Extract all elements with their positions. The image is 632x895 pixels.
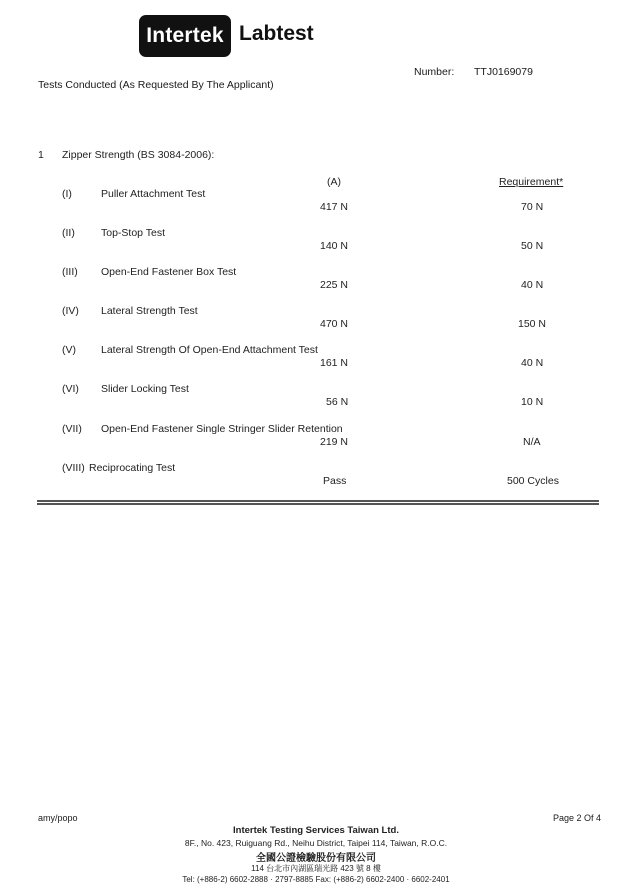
footer-company-zh: 全國公證檢驗股份有限公司 <box>256 853 376 864</box>
logo-word: Labtest <box>239 22 314 45</box>
test-result: Pass <box>323 475 347 487</box>
test-result: 219 N <box>320 436 349 448</box>
test-name: Top-Stop Test <box>101 227 166 239</box>
logo-text: Intertek <box>146 24 224 47</box>
footer-company: Intertek Testing Services Taiwan Ltd. <box>233 825 399 836</box>
test-requirement: 40 N <box>521 279 544 291</box>
test-requirement: N/A <box>523 436 541 448</box>
test-roman: (III) <box>62 266 78 278</box>
test-roman: (VII) <box>62 423 82 435</box>
test-requirement: 10 N <box>521 396 544 408</box>
number-label: Number: <box>414 66 455 78</box>
test-roman: (II) <box>62 227 75 239</box>
test-roman: (VIII) <box>62 462 85 474</box>
test-requirement: 70 N <box>521 201 544 213</box>
subtitle: Tests Conducted (As Requested By The Applicant) <box>38 79 274 91</box>
test-name: Lateral Strength Test <box>101 305 198 317</box>
test-requirement: 50 N <box>521 240 544 252</box>
column-a-header: (A) <box>327 176 341 188</box>
test-name: Reciprocating Test <box>89 462 176 474</box>
section-title: Zipper Strength (BS 3084-2006): <box>62 149 215 161</box>
test-name: Open-End Fastener Single Stringer Slider Retention <box>101 423 343 435</box>
footer-address-zh: 114 台北市內湖區瑞光路 423 號 8 樓 <box>251 864 381 873</box>
page-number: Page 2 Of 4 <box>553 813 602 823</box>
test-roman: (V) <box>62 344 76 356</box>
section-index: 1 <box>38 149 44 161</box>
test-result: 56 N <box>326 396 349 408</box>
test-result: 470 N <box>320 318 349 330</box>
test-roman: (VI) <box>62 383 79 395</box>
test-requirement: 500 Cycles <box>507 475 559 487</box>
divider-rule-top <box>37 500 599 502</box>
column-requirement-header: Requirement* <box>499 176 564 188</box>
test-roman: (I) <box>62 188 72 200</box>
test-result: 140 N <box>320 240 349 252</box>
intertek-logo <box>139 15 231 57</box>
test-roman: (IV) <box>62 305 79 317</box>
test-name: Puller Attachment Test <box>101 188 206 200</box>
test-result: 417 N <box>320 201 349 213</box>
test-name: Open-End Fastener Box Test <box>101 266 237 278</box>
author-initials: amy/popo <box>38 813 78 823</box>
test-requirement: 40 N <box>521 357 544 369</box>
divider-rule-bottom <box>37 503 599 505</box>
test-name: Lateral Strength Of Open-End Attachment Test <box>101 344 318 356</box>
footer-address-en: 8F., No. 423, Ruiguang Rd., Neihu District, Taipei 114, Taiwan, R.O.C. <box>184 838 448 848</box>
footer-contact: Tel: (+886-2) 6602-2888 · 2797-8885 Fax: (+886-2) 6602-2400 · 6602-2401 <box>182 875 450 884</box>
test-result: 161 N <box>320 357 349 369</box>
test-name: Slider Locking Test <box>101 383 189 395</box>
test-requirement: 150 N <box>518 318 547 330</box>
test-result: 225 N <box>320 279 349 291</box>
number-value: TTJ0169079 <box>474 66 533 78</box>
